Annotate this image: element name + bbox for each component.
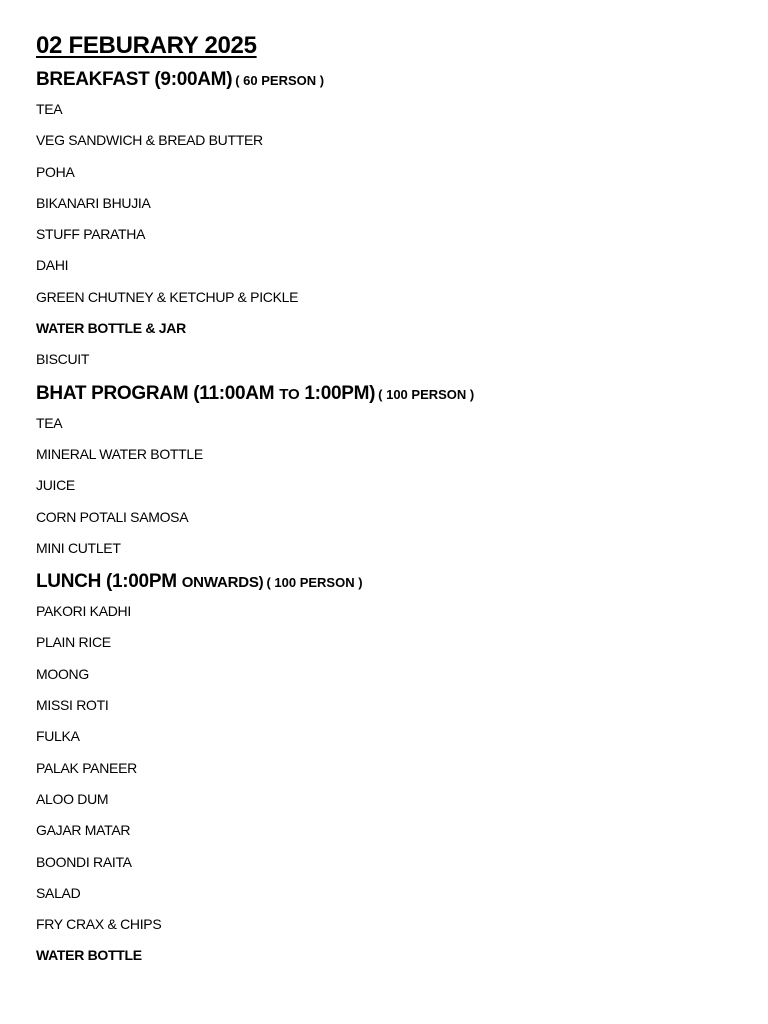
menu-item: MISSI ROTI — [36, 697, 109, 714]
menu-item: BIKANARI BHUJIA — [36, 194, 151, 211]
section-heading-connector: TO — [279, 385, 300, 403]
menu-item: MOONG — [36, 665, 89, 682]
menu-item: WATER BOTTLE & JAR — [36, 320, 186, 337]
menu-item: MINERAL WATER BOTTLE — [36, 445, 203, 462]
menu-item: STUFF PARATHA — [36, 226, 146, 243]
section-heading-title: BHAT PROGRAM (11:00AM — [36, 382, 280, 404]
menu-item: CORN POTALI SAMOSA — [36, 508, 189, 525]
menu-item: BISCUIT — [36, 351, 90, 368]
section-heading — [36, 564, 736, 596]
section-lunch — [36, 564, 736, 972]
menu-item: PAKORI KADHI — [36, 603, 131, 620]
menu-item: TEA — [36, 414, 63, 431]
menu-item: GAJAR MATAR — [36, 822, 131, 839]
menu-document — [36, 30, 736, 972]
menu-item-list — [36, 596, 736, 972]
menu-item: JUICE — [36, 477, 75, 494]
section-heading-connector: ONWARDS) — [181, 574, 264, 592]
menu-item: TEA — [36, 101, 63, 117]
menu-item-list — [36, 94, 736, 376]
menu-item: WATER BOTTLE — [36, 947, 142, 964]
section-heading — [36, 62, 736, 94]
section-heading-count: ( 60 PERSON ) — [235, 73, 325, 88]
section-heading-count: ( 100 PERSON ) — [378, 386, 475, 402]
menu-item: GREEN CHUTNEY & KETCHUP & PICKLE — [36, 288, 299, 305]
section-heading-title-end: 1:00PM) — [299, 382, 376, 404]
section-bhat-program — [36, 376, 736, 564]
menu-item: VEG SANDWICH & BREAD BUTTER — [36, 132, 263, 149]
menu-item: MINI CUTLET — [36, 539, 121, 556]
menu-item: SALAD — [36, 884, 81, 901]
menu-item: PALAK PANEER — [36, 759, 137, 776]
document-title: 02 FEBURARY 2025 — [36, 32, 257, 59]
menu-item: BOONDI RAITA — [36, 853, 132, 870]
menu-item: POHA — [36, 163, 75, 180]
menu-item: FULKA — [36, 728, 80, 745]
section-breakfast — [36, 62, 736, 376]
menu-item: FRY CRAX & CHIPS — [36, 916, 162, 933]
menu-item-list — [36, 408, 736, 564]
menu-item: PLAIN RICE — [36, 634, 111, 651]
menu-item: DAHI — [36, 257, 69, 274]
section-heading-title: LUNCH (1:00PM — [36, 571, 182, 593]
section-heading — [36, 376, 736, 408]
section-heading-count: ( 100 PERSON ) — [266, 575, 363, 591]
menu-item: ALOO DUM — [36, 790, 109, 807]
section-heading-title: BREAKFAST (9:00AM) — [36, 69, 233, 90]
